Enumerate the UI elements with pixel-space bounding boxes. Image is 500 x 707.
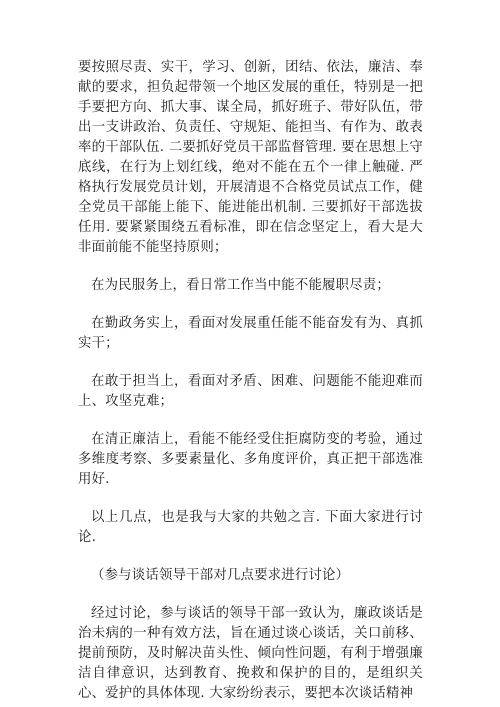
paragraph-2: 在为民服务上，看日常工作当中能不能履职尽责； — [91, 278, 390, 293]
paragraph-8: 经过讨论，参与谈话的领导干部一致认为，廉政谈话是治未病的一种有效方法，旨在通过谈心谈话，关口前移、提前预防，及时解决苗头性、倾向性问题，有利于增强廉洁自律意识，达到教育、挽救和保护的目的，是组织关心、爱护的具体体现. 大家纷纷表示，要把本次谈话精神 — [78, 606, 423, 701]
paragraph-5: 在清正廉洁上，看能不能经受住拒腐防变的考验，通过多维度考察、多要素量化、多角度评价，真正把干部选准用好. — [78, 432, 423, 487]
document-body — [78, 58, 423, 704]
paragraph-3: 在勤政务实上，看面对发展重任能不能奋发有为、真抓实干； — [78, 316, 423, 351]
paragraph-1: 要按照尽责、实干，学习、创新，团结、依法，廉洁、奉献的要求，担负起带领一个地区发展的重任，特别是一把手要把方向、抓大事、谋全局，抓好班子、带好队伍，带出一支讲政治、负责任、守规矩、能担当、有作为、敢表率的干部队伍. 二要抓好党员干部监督管理. 要在思想上守底线，在行为上划红线，绝对不能在五个一律上触碰. 严格执行发展党员计划，开展清退不合格党员试点工作，健全党员干部能上能下、能进能出机制. 三要抓好干部选拔任用. 要紧紧围绕五看标准，即在信念坚定上，看大是大非面前能不能坚持原则； — [78, 60, 423, 255]
paragraph-7: （参与谈话领导干部对几点要求进行讨论） — [91, 568, 350, 583]
paragraph-6: 以上几点，也是我与大家的共勉之言. 下面大家进行讨论. — [78, 510, 423, 545]
paragraph-4: 在敢于担当上，看面对矛盾、困难、问题能不能迎难而上、攻坚克难； — [78, 374, 423, 409]
